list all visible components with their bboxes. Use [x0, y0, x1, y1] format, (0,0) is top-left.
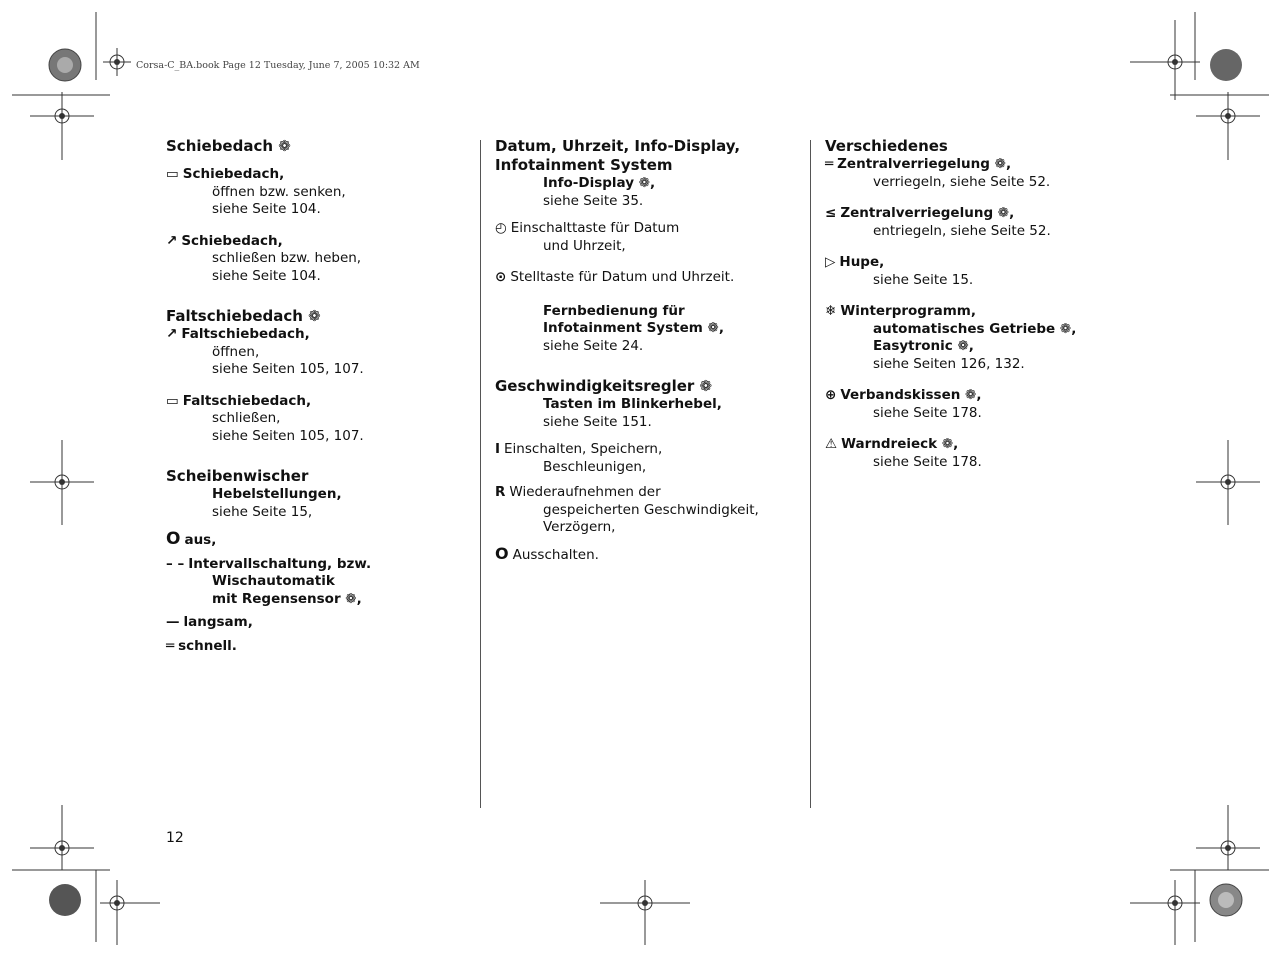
section-title-verschiedenes: Verschiedenes	[825, 137, 948, 155]
entry-lock: ═ Zentralverriegelung ❁, verriegeln, siehe Seite 52.	[825, 156, 1051, 190]
wiper-fast-icon: ═	[166, 637, 175, 654]
column-divider-2	[810, 140, 811, 808]
density-disc-tr	[1210, 49, 1242, 81]
entry-faltschiebedach-open: ↗ Faltschiebedach, öffnen, siehe Seiten 105, 107.	[166, 326, 364, 377]
warning-triangle-icon: ⚠	[825, 436, 838, 452]
cruise-on-icon: I	[495, 441, 501, 457]
cruise-resume-icon: R	[495, 484, 506, 500]
entry-unlock: ≤ Zentralverriegelung ❁, entriegeln, siehe Seite 52.	[825, 205, 1051, 239]
entry-horn: ▷ Hupe, siehe Seite 15.	[825, 254, 974, 288]
wiper-interval-icon: – –	[166, 555, 185, 572]
cruise-off-icon: O	[495, 543, 509, 563]
entry-faltschiebedach-close: ▭ Faltschiebedach, schließen, siehe Seiten 105, 107.	[166, 392, 364, 444]
entry-clock-power: ◴ Einschalttaste für Datum und Uhrzeit,	[495, 220, 680, 254]
sunroof-tilt-icon: ↗	[166, 232, 178, 249]
section-title-datum: Datum, Uhrzeit, Info-Display, Infotainment System	[495, 137, 741, 174]
print-header: Corsa-C_BA.book Page 12 Tuesday, June 7, 2005 10:32 AM	[136, 60, 420, 71]
unlock-icon: ≤	[825, 205, 837, 221]
section-title-geschwindigkeitsregler: Geschwindigkeitsregler ❁	[495, 377, 713, 395]
column-3	[825, 137, 1125, 471]
column-1: Schiebedach ❁ ▭ Schiebedach, öffnen bzw. senken, siehe Seite 104. ↗ Schiebedach, schließen bzw. heben, siehe Seite 104. Faltschiebedach ❁ ↗ Faltschiebedach, öffnen, siehe Seiten 105, 107. ▭ Faltschiebedach, schließen, siehe Seiten 105, 107. Scheibenwischer Hebelstellungen, siehe Seite 15, O aus, – – Intervallschaltung, bzw. Wischautomatik mit Regensensor ❁, — langsam, ═ schnell.	[166, 137, 466, 655]
sunroof-open-icon: ▭	[166, 166, 179, 182]
entry-wiper-interval: – – Intervallschaltung, bzw. Wischautomatik mit Regensensor ❁,	[166, 555, 372, 607]
entry-warning-triangle: ⚠ Warndreieck ❁, siehe Seite 178.	[825, 436, 982, 470]
snowflake-icon: ❄	[825, 303, 837, 319]
entry-wiper-fast: ═ schnell.	[166, 637, 237, 654]
entry-first-aid: ⊕ Verbandskissen ❁, siehe Seite 178.	[825, 387, 982, 421]
entry-schiebedach-open: ▭ Schiebedach, öffnen bzw. senken, siehe Seite 104.	[166, 166, 346, 217]
entry-schiebedach-close: ↗ Schiebedach, schließen bzw. heben, siehe Seite 104.	[166, 232, 362, 284]
clock-power-icon: ◴	[495, 220, 507, 236]
horn-icon: ▷	[825, 254, 836, 270]
column-divider-1	[480, 140, 481, 808]
entry-cruise-off: O Ausschalten.	[495, 543, 599, 563]
folding-roof-close-icon: ▭	[166, 392, 179, 409]
density-disc-bl	[49, 884, 81, 916]
entry-cruise-resume: R Wiederaufnehmen der gespeicherten Geschwindigkeit, Verzögern,	[495, 484, 759, 535]
lock-icon: ═	[825, 156, 834, 172]
section-title-scheibenwischer: Scheibenwischer	[166, 467, 309, 485]
entry-wiper-off: O aus,	[166, 529, 217, 549]
folding-roof-open-icon: ↗	[166, 326, 178, 342]
entry-wiper-slow: — langsam,	[166, 614, 253, 630]
wiper-slow-icon: —	[166, 614, 180, 630]
section-title-schiebedach: Schiebedach ❁	[166, 137, 291, 155]
page-number: 12	[166, 830, 184, 846]
first-aid-icon: ⊕	[825, 387, 837, 403]
entry-cruise-on: I Einschalten, Speichern, Beschleunigen,	[495, 441, 663, 475]
entry-clock-set: ⊙ Stelltaste für Datum und Uhrzeit.	[495, 269, 735, 285]
entry-remote-control: Fernbedienung für Infotainment System ❁, siehe Seite 24.	[543, 302, 724, 354]
clock-set-icon: ⊙	[495, 269, 507, 285]
section-title-faltschiebedach: Faltschiebedach ❁	[166, 307, 321, 325]
entry-winter-program: ❄ Winterprogramm, automatisches Getriebe ❁, Easytronic ❁, siehe Seiten 126, 132.	[825, 303, 1077, 372]
column-2: Datum, Uhrzeit, Info-Display, Infotainment System Info-Display ❁, siehe Seite 35. ◴ Einschalttaste für Datum und Uhrzeit, ⊙ Stelltaste für Datum und Uhrzeit. Fernbedienung für Infotainment System ❁, siehe Seite 24. Geschwindigkeitsregler ❁ Tasten im Blinkerhebel, siehe Seite 151. I Einschalten, Speichern, Beschleunigen, R Wiederaufnehmen der gespeicherten Geschwindigkeit, Verzögern, O Ausschalten.	[495, 137, 795, 564]
wiper-off-icon: O	[166, 529, 181, 549]
